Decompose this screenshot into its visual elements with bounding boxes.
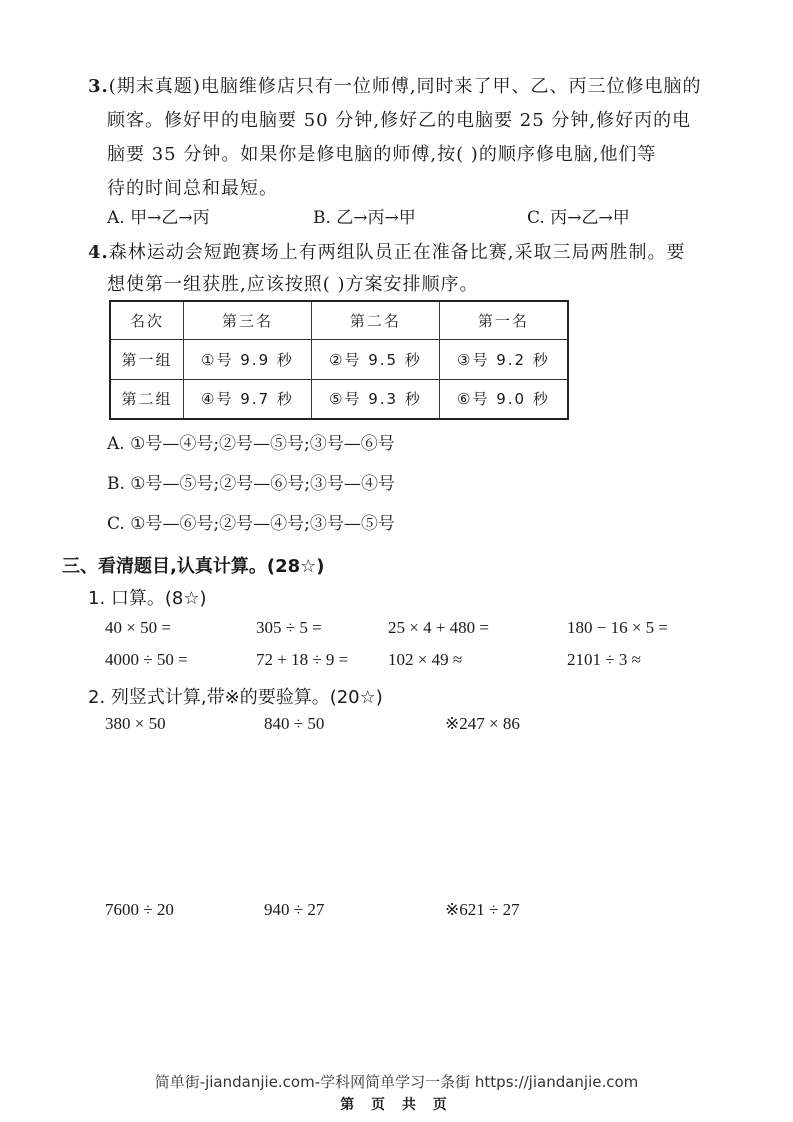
table-cell: ④号 9.7 秒 [184, 379, 312, 419]
table-cell: ①号 9.9 秒 [184, 339, 312, 379]
table-cell: ②号 9.5 秒 [311, 339, 439, 379]
table-header-cell: 第一名 [439, 301, 568, 339]
table-header-cell: 第三名 [184, 301, 312, 339]
section3-title: 三、看清题目,认真计算。(28☆) [62, 556, 325, 577]
table-cell: 第二组 [110, 379, 184, 419]
table-cell: 第一组 [110, 339, 184, 379]
q3-text-line2: 顾客。修好甲的电脑要 50 分钟,修好乙的电脑要 25 分钟,修好丙的电 [107, 110, 692, 131]
vertical-calc-item: 7600 ÷ 20 [105, 900, 174, 919]
oral-calc-item: 180 − 16 × 5 = [567, 618, 669, 637]
oral-calc-item: 305 ÷ 5 = [256, 618, 322, 637]
q4-text-line2: 想使第一组获胜,应该按照( )方案安排顺序。 [107, 274, 479, 295]
table-cell: ③号 9.2 秒 [439, 339, 568, 379]
section3-part2-title: 2. 列竖式计算,带※的要验算。(20☆) [88, 687, 383, 708]
q4-text-line1: 森林运动会短跑赛场上有两组队员正在准备比赛,采取三局两胜制。要 [108, 242, 686, 263]
table-row [110, 339, 568, 379]
q3-option-b: B. 乙→丙→甲 [313, 208, 416, 228]
vertical-calc-item: 940 ÷ 27 [264, 900, 325, 919]
q3-text-line1: (期末真题)电脑维修店只有一位师傅,同时来了甲、乙、丙三位修电脑的 [108, 76, 702, 97]
oral-calc-item: 2101 ÷ 3 ≈ [567, 650, 641, 669]
q3-number: 3. [88, 76, 109, 97]
q3-line1 [88, 72, 702, 98]
ranking-table [109, 300, 569, 420]
q4-option-a: A. ①号—④号;②号—⑤号;③号—⑥号 [107, 434, 395, 454]
oral-calc-item: 4000 ÷ 50 = [105, 650, 188, 669]
page-number: 第 页 共 页 [340, 1097, 453, 1113]
q3-text-line4: 待的时间总和最短。 [107, 178, 278, 199]
q4-option-b: B. ①号—⑤号;②号—⑥号;③号—④号 [107, 474, 395, 494]
table-header-cell: 第二名 [311, 301, 439, 339]
oral-calc-item: 72 + 18 ÷ 9 = [256, 650, 349, 669]
table-header-cell: 名次 [110, 301, 184, 339]
q3-option-a: A. 甲→乙→丙 [107, 208, 210, 228]
table-header-row [110, 301, 568, 339]
footer-watermark: 简单街-jiandanjie.com-学科网简单学习一条街 https://jiandanjie.com [154, 1073, 639, 1091]
oral-calc-item: 25 × 4 + 480 = [388, 618, 490, 637]
oral-calc-item: 102 × 49 ≈ [388, 650, 463, 669]
q4-option-c: C. ①号—⑥号;②号—④号;③号—⑤号 [107, 514, 395, 534]
vertical-calc-item: ※621 ÷ 27 [445, 900, 520, 919]
table-cell: ⑤号 9.3 秒 [311, 379, 439, 419]
vertical-calc-item: ※247 × 86 [445, 714, 520, 733]
table-row [110, 379, 568, 419]
q4-line1 [88, 238, 686, 264]
section3-part1-title: 1. 口算。(8☆) [88, 588, 207, 609]
q4-number: 4. [88, 242, 109, 263]
table-cell: ⑥号 9.0 秒 [439, 379, 568, 419]
oral-calc-item: 40 × 50 = [105, 618, 171, 637]
q3-option-c: C. 丙→乙→甲 [527, 208, 630, 228]
q3-text-line3: 脑要 35 分钟。如果你是修电脑的师傅,按( )的顺序修电脑,他们等 [107, 144, 657, 165]
vertical-calc-item: 840 ÷ 50 [264, 714, 325, 733]
vertical-calc-item: 380 × 50 [105, 714, 166, 733]
